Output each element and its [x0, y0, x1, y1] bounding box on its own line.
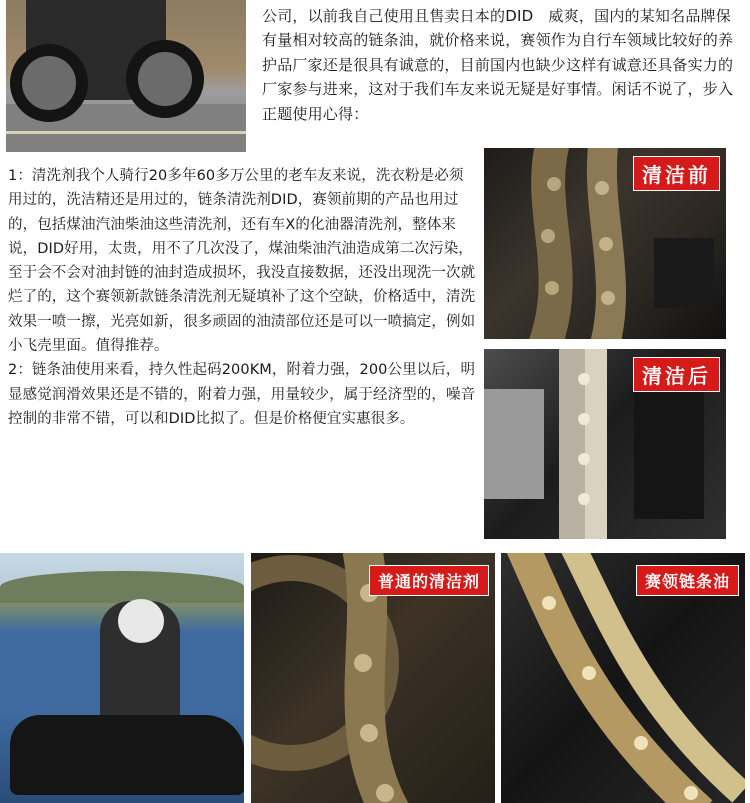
chain-normal-cleaner-photo [251, 553, 495, 803]
front-wheel [10, 44, 88, 122]
road-line [6, 131, 246, 134]
touring-motorcycle [10, 715, 244, 795]
before-label: 清洁前 [633, 156, 720, 191]
motorcycle-rider-photo [6, 0, 246, 152]
chain-after-cleaning-photo [484, 349, 726, 539]
rear-wheel [126, 40, 204, 118]
chain-before-cleaning-photo [484, 148, 726, 339]
chain-saling-oil-photo [501, 553, 745, 803]
distant-hills [0, 571, 244, 603]
review-body [8, 164, 476, 431]
after-label: 清洁后 [633, 357, 720, 392]
lakeside-rider-photo [0, 553, 244, 803]
helmet [118, 599, 164, 643]
normal-cleaner-label: 普通的清洁剂 [369, 565, 489, 596]
review-point-2: 2：链条油使用来看，持久性起码200KM，附着力强，200公里以后，明显感觉润滑效果还是不错的，附着力强，用量较少，属于经济型的，噪音控制的非常不错，可以和DID比拟了。但是价格便宜实惠很多。 [8, 362, 476, 427]
saling-oil-label: 赛领链条油 [636, 565, 739, 596]
intro-paragraph: 公司，以前我自己使用且售卖日本的DID 威爽，国内的某知名品牌保有量相对较高的链条油，就价格来说，赛领作为自行车领域比较好的养护品厂家还是很具有诚意的，目前国内也缺少这样有诚意还具备实力的厂家参与进来，这对于我们车友来说无疑是好事情。闲话不说了，步入正题使用心得： [262, 7, 734, 123]
review-point-1: 1：清洗剂我个人骑行20多年60多万公里的老车友来说，洗衣粉是必须用过的，洗洁精还是用过的，链条清洗剂DID，赛领前期的产品也用过的，包括煤油汽油柴油这些清洗剂，还有车X的化油器清洗剂，整体来说，DID好用，太贵，用不了几次没了，煤油柴油汽油造成第二次污染，至于会不会对油封链的油封造成损坏，我没直接数据，还没出现洗一次就烂了的，这个赛领新款链条清洗剂无疑填补了这个空缺，价格适中，清洗效果一喷一擦，光亮如新，很多顽固的油渍部位还是可以一喷搞定，例如小飞壳里面。值得推荐。 [8, 168, 476, 355]
